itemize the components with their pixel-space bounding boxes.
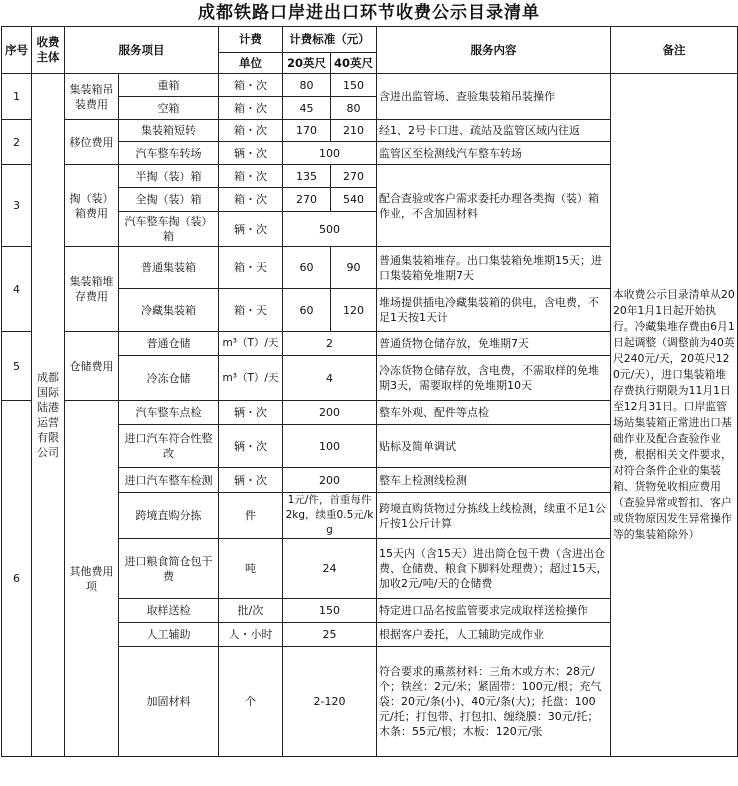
seq-cell: 6 xyxy=(2,401,32,757)
table-row xyxy=(2,74,738,97)
content-cell: 堆场提供插电冷藏集装箱的供电，含电费，不足1天按1天计 xyxy=(377,289,611,332)
group-name: 其他费用项 xyxy=(65,401,119,757)
price-cell: 150 xyxy=(283,599,377,623)
price-cell: 4 xyxy=(283,356,377,401)
unit-cell: 箱・次 xyxy=(219,97,283,120)
unit-cell: 辆・次 xyxy=(219,425,283,468)
price-20ft: 80 xyxy=(283,74,331,97)
header-content: 服务内容 xyxy=(377,27,611,74)
group-name: 掏（装）箱费用 xyxy=(65,165,119,247)
seq-cell: 5 xyxy=(2,332,32,401)
remark-cell: 本收费公示目录清单从2020年1月1日起开始执行。冷藏集堆存费由6月1日起调整（调整前为40英尺240元/天，20英尺120元/天），进口集装箱堆存费执行期限为11月1日至12月31日。口岸监管场站集装箱正常进出口基础作业及配合查验作业费，根据相关文件要求，对符合条件企业的集装箱、货物免收相应费用（查验异常或暂扣、客户或货物原因发生异常操作等的集装箱除外） xyxy=(611,74,738,757)
header-std-group: 计费标准（元） xyxy=(283,27,377,53)
seq-cell: 3 xyxy=(2,165,32,247)
item-name: 跨境直购分拣 xyxy=(119,493,219,539)
price-40ft: 150 xyxy=(331,74,377,97)
group-name: 移位费用 xyxy=(65,120,119,165)
item-name: 全掏（装）箱 xyxy=(119,188,219,212)
page-title: 成都铁路口岸进出口环节收费公示目录清单 xyxy=(198,3,540,23)
content-cell: 跨境直购货物过分拣线上线检测，续重不足1公斤按1公斤计算 xyxy=(377,493,611,539)
unit-cell: 辆・次 xyxy=(219,401,283,425)
price-cell: 200 xyxy=(283,468,377,493)
unit-cell: 个 xyxy=(219,647,283,757)
price-40ft: 90 xyxy=(331,247,377,289)
content-cell: 监管区至检测线汽车整车转场 xyxy=(377,142,611,165)
item-name: 汽车整车掏（装）箱 xyxy=(119,212,219,247)
price-cell: 100 xyxy=(283,425,377,468)
fee-table xyxy=(1,26,738,757)
item-name: 普通仓储 xyxy=(119,332,219,356)
item-name: 进口汽车整车检测 xyxy=(119,468,219,493)
price-cell: 1元/件，首重每件2kg，续重0.5元/kg xyxy=(283,493,377,539)
price-cell: 500 xyxy=(283,212,377,247)
price-20ft: 270 xyxy=(283,188,331,212)
content-cell: 普通集装箱堆存。出口集装箱免堆期15天；进口集装箱免堆期7天 xyxy=(377,247,611,289)
unit-cell: 辆・次 xyxy=(219,212,283,247)
header-40ft: 40英尺 xyxy=(331,53,377,74)
price-20ft: 135 xyxy=(283,165,331,188)
unit-cell: 箱・次 xyxy=(219,74,283,97)
price-40ft: 540 xyxy=(331,188,377,212)
unit-cell: m³（T）/天 xyxy=(219,332,283,356)
item-name: 人工辅助 xyxy=(119,623,219,647)
header-unit: 单位 xyxy=(219,53,283,74)
unit-cell: m³（T）/天 xyxy=(219,356,283,401)
unit-cell: 辆・次 xyxy=(219,468,283,493)
content-cell: 冷冻货物仓储存放，含电费，不需取样的免堆期3天，需要取样的免堆期10天 xyxy=(377,356,611,401)
item-name: 集装箱短转 xyxy=(119,120,219,142)
item-name: 空箱 xyxy=(119,97,219,120)
header-item: 服务项目 xyxy=(65,27,219,74)
price-cell: 25 xyxy=(283,623,377,647)
item-name: 冷冻仓储 xyxy=(119,356,219,401)
content-cell: 经1、2号卡口进、疏站及监管区域内往返 xyxy=(377,120,611,142)
group-name: 集装箱吊装费用 xyxy=(65,74,119,120)
price-cell: 200 xyxy=(283,401,377,425)
content-cell: 整车上检测线检测 xyxy=(377,468,611,493)
unit-cell: 箱・次 xyxy=(219,188,283,212)
seq-cell: 1 xyxy=(2,74,32,120)
entity-cell: 成都国际陆港运营有限公司 xyxy=(32,74,65,757)
price-cell: 100 xyxy=(283,142,377,165)
seq-cell: 4 xyxy=(2,247,32,332)
unit-cell: 箱・天 xyxy=(219,247,283,289)
unit-cell: 箱・次 xyxy=(219,165,283,188)
item-name: 汽车整车点检 xyxy=(119,401,219,425)
unit-cell: 批/次 xyxy=(219,599,283,623)
unit-cell: 辆・次 xyxy=(219,142,283,165)
group-name: 集装箱堆存费用 xyxy=(65,247,119,332)
content-cell: 普通货物仓储存放，免堆期7天 xyxy=(377,332,611,356)
price-40ft: 80 xyxy=(331,97,377,120)
price-cell: 2 xyxy=(283,332,377,356)
price-20ft: 45 xyxy=(283,97,331,120)
price-40ft: 120 xyxy=(331,289,377,332)
content-cell: 含进出监管场、查验集装箱吊装操作 xyxy=(377,74,611,120)
price-cell: 2-120 xyxy=(283,647,377,757)
unit-cell: 吨 xyxy=(219,539,283,599)
item-name: 进口粮食简仓包干费 xyxy=(119,539,219,599)
content-cell: 根据客户委托，人工辅助完成作业 xyxy=(377,623,611,647)
unit-cell: 箱・天 xyxy=(219,289,283,332)
price-20ft: 60 xyxy=(283,247,331,289)
content-cell: 配合查验或客户需求委托办理各类掏（装）箱作业，不含加固材料 xyxy=(377,165,611,247)
seq-cell: 2 xyxy=(2,120,32,165)
item-name: 汽车整车转场 xyxy=(119,142,219,165)
item-name: 进口汽车符合性整改 xyxy=(119,425,219,468)
header-remark: 备注 xyxy=(611,27,738,74)
header-entity: 收费主体 xyxy=(32,27,65,74)
header-20ft: 20英尺 xyxy=(283,53,331,74)
item-name: 冷藏集装箱 xyxy=(119,289,219,332)
price-cell: 24 xyxy=(283,539,377,599)
price-20ft: 60 xyxy=(283,289,331,332)
item-name: 半掏（装）箱 xyxy=(119,165,219,188)
item-name: 普通集装箱 xyxy=(119,247,219,289)
header-unit-group: 计费 xyxy=(219,27,283,53)
content-cell: 整车外观、配件等点检 xyxy=(377,401,611,425)
table-header-row xyxy=(2,27,738,53)
unit-cell: 件 xyxy=(219,493,283,539)
unit-cell: 箱・次 xyxy=(219,120,283,142)
price-20ft: 170 xyxy=(283,120,331,142)
content-cell: 贴标及简单调试 xyxy=(377,425,611,468)
header-seq: 序号 xyxy=(2,27,32,74)
unit-cell: 人・小时 xyxy=(219,623,283,647)
item-name: 重箱 xyxy=(119,74,219,97)
price-40ft: 210 xyxy=(331,120,377,142)
price-40ft: 270 xyxy=(331,165,377,188)
item-name: 取样送检 xyxy=(119,599,219,623)
content-cell: 符合要求的熏蒸材料：三角木或方木：28元/个；铁丝：2元/米；紧固带：100元/根；充气袋：20元/条(小)、40元/条(大)；托盘：100元/托；打包带、打包扣、缠绕膜：30元/托；木条：55元/根；木板：120元/张 xyxy=(377,647,611,757)
group-name: 仓储费用 xyxy=(65,332,119,401)
item-name: 加固材料 xyxy=(119,647,219,757)
content-cell: 15天内（含15天）进出筒仓包干费（含进出仓费、仓储费、粮食下脚料处理费）；超过15天，加收2元/吨/天的仓储费 xyxy=(377,539,611,599)
content-cell: 特定进口品名按监管要求完成取样送检操作 xyxy=(377,599,611,623)
